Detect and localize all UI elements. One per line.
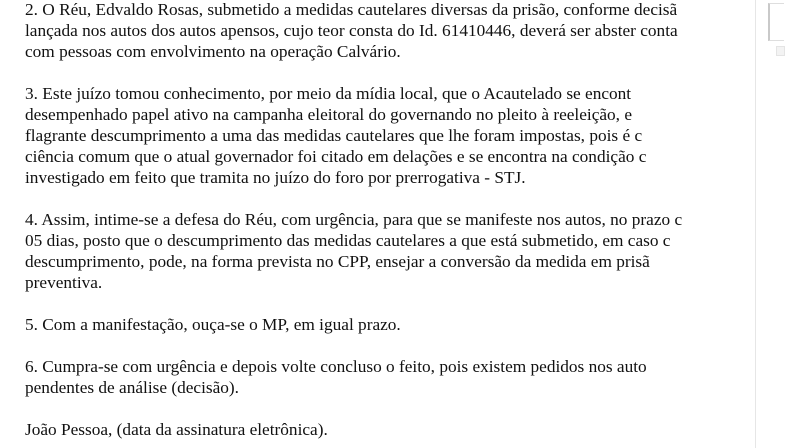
- paragraph-4-line-1: 4. Assim, intime-se a defesa do Réu, com urgência, para que se manifeste nos autos, no prazo c: [25, 210, 683, 229]
- paragraph-2-line-2: lançada nos autos dos autos apensos, cujo teor consta do Id. 61410446, deverá ser abster conta: [25, 21, 678, 40]
- paragraph-2-line-3: com pessoas com envolvimento na operação Calvário.: [25, 42, 401, 61]
- scrollbar-thumb[interactable]: [776, 46, 785, 56]
- right-margin-strip: [755, 0, 800, 448]
- paragraph-6-line-1: 6. Cumpra-se com urgência e depois volte concluso o feito, pois existem pedidos nos auto: [25, 357, 647, 376]
- paragraph-3-line-2: desempenhado papel ativo na campanha eleitoral do governando no pleito à reeleição, e: [25, 105, 632, 124]
- paragraph-3-line-3: flagrante descumprimento a uma das medidas cautelares que lhe foram impostas, pois é c: [25, 126, 643, 145]
- paragraph-4-line-3: descumprimento, pode, na forma prevista no CPP, ensejar a conversão da medida em prisã: [25, 252, 650, 271]
- paragraph-3-line-5: investigado em feito que tramita no juízo do foro por prerrogativa - STJ.: [25, 168, 526, 187]
- paragraph-3-line-1: 3. Este juízo tomou conhecimento, por meio da mídia local, que o Acautelado se encont: [25, 84, 632, 103]
- paragraph-2-line-1: 2. O Réu, Edvaldo Rosas, submetido a medidas cautelares diversas da prisão, conforme decisã: [25, 0, 678, 19]
- paragraph-6-line-2: pendentes de análise (decisão).: [25, 378, 239, 397]
- signature-place-date: João Pessoa, (data da assinatura eletrônica).: [25, 420, 328, 439]
- paragraph-5-line-1: 5. Com a manifestação, ouça-se o MP, em igual prazo.: [25, 315, 401, 334]
- side-panel-tab[interactable]: [768, 3, 784, 41]
- paragraph-4-line-4: preventiva.: [25, 273, 103, 292]
- paragraph-3-line-4: ciência comum que o atual governador foi citado em delações e se encontra na condição c: [25, 147, 647, 166]
- paragraph-4-line-2: 05 dias, posto que o descumprimento das medidas cautelares a que está submetido, em caso c: [25, 231, 671, 250]
